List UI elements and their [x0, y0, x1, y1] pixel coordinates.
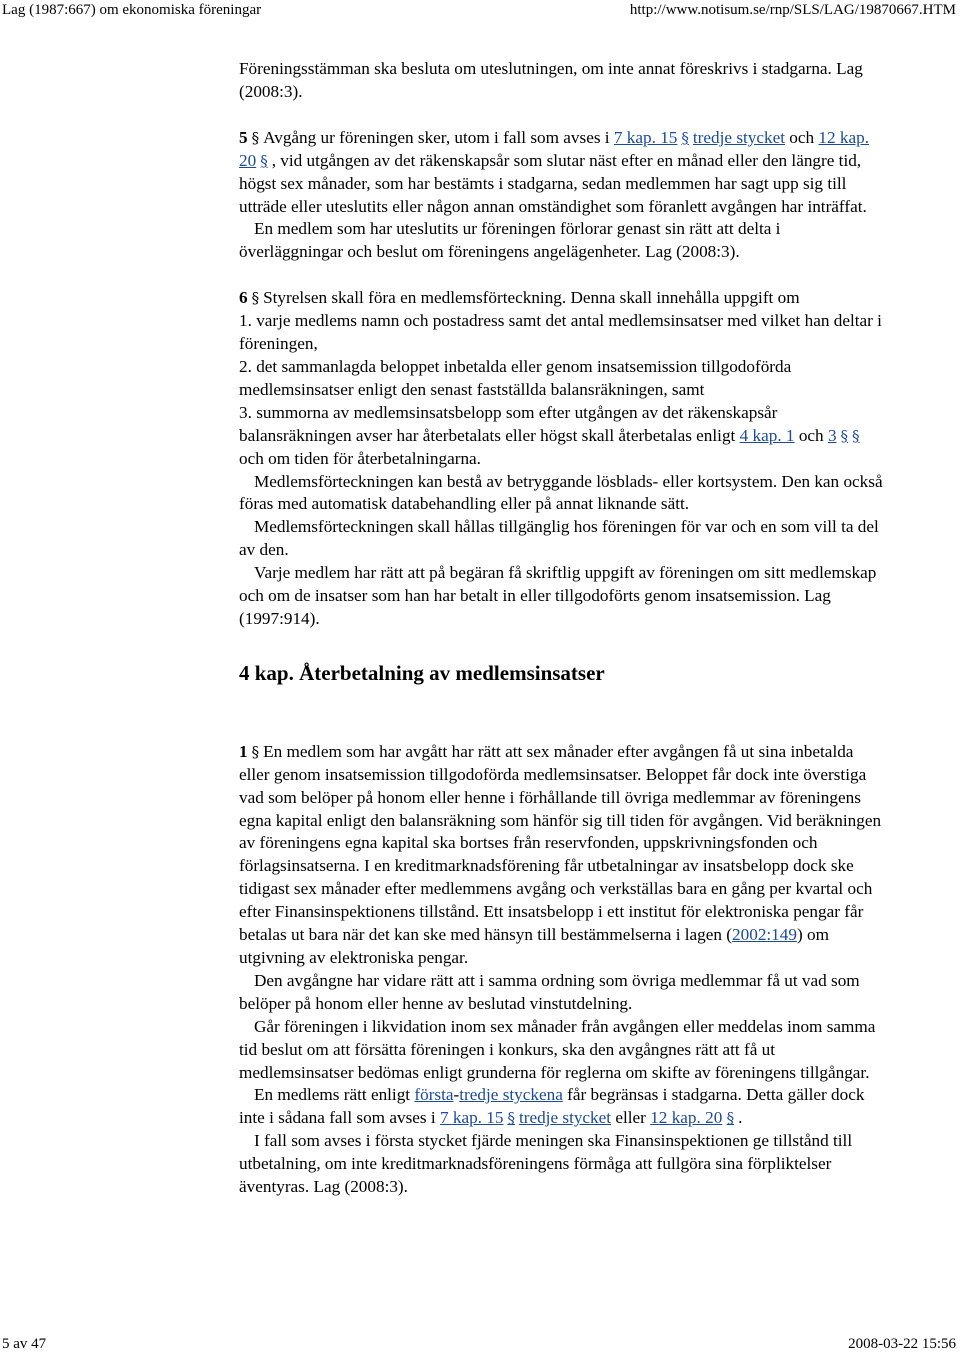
- link-section-sign[interactable]: §: [681, 128, 689, 147]
- link-12kap-20[interactable]: 12 kap. 20: [239, 127, 870, 170]
- link-tredje-stycket[interactable]: tredje stycket: [518, 1108, 612, 1128]
- list-item: 2. det sammanlagda beloppet inbetalda eller genom insatsemission tillgodoförda medlemsinsatser enligt den senast fastställda balansräkningen, samt: [239, 356, 792, 399]
- paragraph-intro: Föreningsstämman ska besluta om uteslutningen, om inte annat föreskrivs i stadgarna. Lag (2008:3).: [239, 59, 863, 101]
- header-title: Lag (1987:667) om ekonomiska föreningar: [2, 2, 262, 18]
- link-forsta[interactable]: första: [414, 1085, 454, 1105]
- link-4kap-1[interactable]: 4 kap. 1: [739, 425, 795, 445]
- link-tredje-styckena[interactable]: tredje styckena: [459, 1085, 563, 1105]
- section-6: 6 § Styrelsen skall föra en medlemsförteckning. Denna skall innehålla uppgift om: [239, 288, 800, 308]
- document-body: [239, 58, 887, 1199]
- section-number: 6: [239, 288, 248, 308]
- section-number: 5: [239, 127, 248, 147]
- chapter-heading: 4 kap. Återbetalning av medlemsinsatser: [239, 660, 605, 685]
- link-section-sign[interactable]: §: [840, 426, 849, 445]
- paragraph: Varje medlem har rätt att på begäran få skriftlig uppgift av föreningen om sitt medlemskap och om de insatser som han har betalt in eller tillgodoförts genom insatsemission. Lag (1997:914).: [239, 563, 877, 628]
- chapter4-section-1: 1 § En medlem som har avgått har rätt att sex månader efter avgången få ut sina inbetalda eller genom insatsemission tillgodoförda medlemsinsatser. Beloppet får dock inte överstiga vad som belöper på honom eller henne i förhållande till övriga medlemmar av föreningens egna kapital enligt den balansräkning som hänför sig till tiden för avgången. Vid beräkningen av föreningens egna kapital ska bortses från reservfonden, uppskrivningsfonden och förlagsinsatserna. I en kreditmarknadsförening får utbetalningar av insatsbelopp dock ske tidigast sex månader efter medlemmens avgång och verkställas bara en gång per kvartal och efter Finansinspektionens tillstånd. Ett insatsbelopp i ett institut för elektroniska pengar får betalas ut bara när det kan ske med hänsyn till bestämmelserna i lagen (2002:149) om utgivning av elektroniska pengar.: [239, 741, 882, 967]
- paragraph: En medlem som har uteslutits ur föreningen förlorar genast sin rätt att delta i överläggningar och beslut om föreningens angelägenheter. Lag (2008:3).: [239, 219, 781, 262]
- paragraph: Medlemsförteckningen skall hållas tillgänglig hos föreningen för var och en som vill ta del av den.: [239, 517, 879, 560]
- link-section-sign[interactable]: §: [726, 1109, 735, 1128]
- header-url: http://www.notisum.se/rnp/SLS/LAG/19870667.HTM: [629, 2, 956, 18]
- section-sign-icon: §: [251, 128, 260, 147]
- paragraph: Medlemsförteckningen kan bestå av betryggande lösblads- eller kortsystem. Den kan också föras med automatisk databehandling eller på annat liknande sätt.: [239, 471, 883, 514]
- link-section-sign[interactable]: §: [260, 151, 268, 170]
- paragraph: I fall som avses i första stycket fjärde meningen ska Finansinspektionen ge tillstånd till utbetalning, om inte kreditmarknadsföreningens förmåga att fullgöra sina förpliktelser äventyras. Lag (2008:3).: [239, 1131, 853, 1197]
- link-3[interactable]: 3: [827, 425, 837, 445]
- link-section-sign[interactable]: §: [852, 426, 860, 445]
- link-7kap-15[interactable]: 7 kap. 15: [613, 127, 678, 147]
- link-12kap-20[interactable]: 12 kap. 20: [650, 1108, 723, 1128]
- paragraph: Går föreningen i likvidation inom sex månader från avgången eller meddelas inom samma tid beslut om att försätta föreningen i konkurs, ska den avgångnes rätt att få ut medlemsinsatser bedömas enligt grunderna för reglerna om skifte av föreningens tillgångar.: [239, 1016, 876, 1082]
- list-item: 3. summorna av medlemsinsatsbelopp som efter utgången av det räkenskapsår balansräkningen avser har återbetalats eller högst skall återbetalas enligt 4 kap. 1 och 3 § § och om tiden för återbetalningarna.: [239, 402, 860, 468]
- list-item: 1. varje medlems namn och postadress samt det antal medlemsinsatser med vilket han deltar i föreningen,: [239, 311, 882, 354]
- paragraph: Den avgångne har vidare rätt att i samma ordning som övriga medlemmar få ut vad som belöper på honom eller henne av beslutad vinstutdelning.: [239, 970, 860, 1013]
- section-sign-icon: §: [251, 289, 260, 308]
- link-7kap-15[interactable]: 7 kap. 15: [439, 1108, 504, 1128]
- page-footer: [0, 1334, 960, 1354]
- print-timestamp: 2008-03-22 15:56: [848, 1336, 956, 1352]
- page-counter: 5 av 47: [2, 1336, 47, 1352]
- section-5: 5 § Avgång ur föreningen sker, utom i fall som avses i 7 kap. 15 § tredje stycket och 12 kap. 20 § , vid utgången av det räkenskapsår som slutar näst efter en månad eller den längre tid, högst sex månader, som har bestämts i stadgarna, sedan medlemmen har sagt upp sig till utträde eller uteslutits eller någon annan omständighet som föranlett avgången har inträffat.: [239, 127, 870, 216]
- link-2002-149[interactable]: 2002:149: [732, 925, 797, 945]
- section-sign-icon: §: [251, 742, 260, 761]
- page-header: [0, 0, 960, 20]
- link-section-sign[interactable]: §: [507, 1109, 515, 1128]
- paragraph: En medlems rätt enligt första-tredje styckena får begränsas i stadgarna. Detta gäller dock inte i sådana fall som avses i 7 kap. 15 § tredje stycket eller 12 kap. 20 § .: [239, 1085, 865, 1128]
- link-tredje-stycket[interactable]: tredje stycket: [692, 127, 785, 147]
- section-number: 1: [239, 741, 248, 761]
